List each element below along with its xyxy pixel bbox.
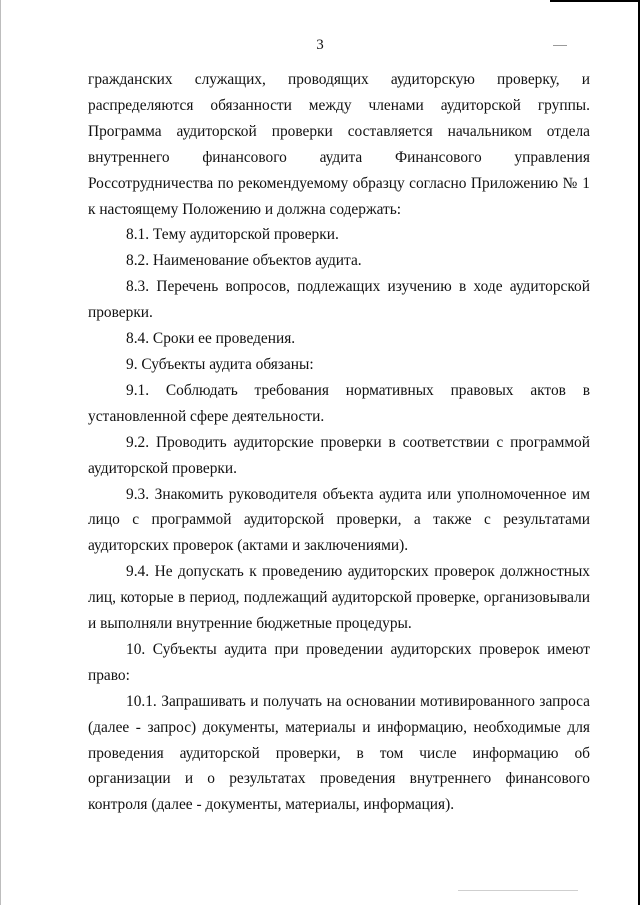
paragraph-9: 9. Субъекты аудита обязаны: <box>126 355 314 373</box>
page-number: 3 <box>316 37 324 53</box>
paragraph-9-2: 9.2. Проводить аудиторские проверки в соответствии с программой аудиторской проверки. <box>88 433 590 477</box>
document-body <box>88 67 590 818</box>
paragraph-10-1: 10.1. Запрашивать и получать на основании мотивированного запроса (далее - запрос) документы, материалы и информацию, необходимые для проведения аудиторской проверки, в том числе информацию об организации и о результатах проведения внутреннего финансового контроля (далее - документы, материалы, информация). <box>88 692 590 814</box>
paragraph-10: 10. Субъекты аудита при проведении аудиторских проверок имеют право: <box>88 640 590 684</box>
paragraph-8-3: 8.3. Перечень вопросов, подлежащих изучению в ходе аудиторской проверки. <box>88 278 590 322</box>
paragraph-9-3: 9.3. Знакомить руководителя объекта аудита или уполномоченное им лицо с программой аудиторской проверки, а также с результатами аудиторских проверок (актами и заключениями). <box>88 485 590 555</box>
paragraph-9-1: 9.1. Соблюдать требования нормативных правовых актов в установленной сфере деятельности. <box>88 381 590 425</box>
scan-border-top <box>550 0 640 2</box>
paragraph-8-2: 8.2. Наименование объектов аудита. <box>126 252 362 270</box>
scan-border-left <box>0 0 1 905</box>
paragraph-8-4: 8.4. Сроки ее проведения. <box>126 330 296 348</box>
paragraph-8-1: 8.1. Тему аудиторской проверки. <box>126 226 339 244</box>
paragraph-9-4: 9.4. Не допускать к проведению аудиторских проверок должностных лиц, которые в период, подлежащий аудиторской проверке, организовывали и выполняли внутренние бюджетные процедуры. <box>88 563 590 633</box>
paragraph-continuation: гражданских служащих, проводящих аудиторскую проверку, и распределяются обязанности между членами аудиторской группы. Программа аудиторской проверки составляется начальником отдела внутреннего финансового аудита Финансового управления Россотрудничества по рекомендуемому образцу согласно Приложению № 1 к настоящему Положению и должна содержать: <box>88 71 590 218</box>
scan-artifact <box>458 890 578 891</box>
